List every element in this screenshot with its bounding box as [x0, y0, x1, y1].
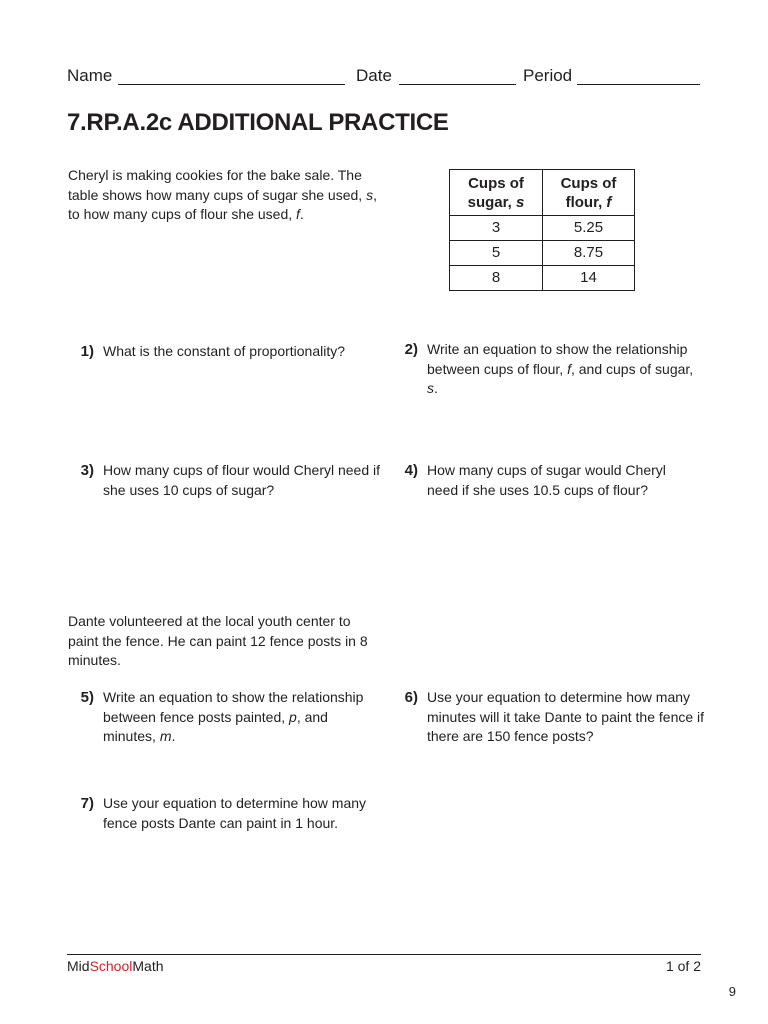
question-6-text [427, 688, 707, 747]
table-header-flour [543, 170, 635, 216]
question-7-text [103, 794, 383, 833]
variable-text: s [516, 193, 525, 211]
text-segment: Write an equation to show the relationship between cups of flour, [427, 341, 688, 377]
variable-text: f [606, 193, 612, 211]
question-5-number: 5) [80, 689, 94, 706]
variable-text: s [366, 186, 374, 203]
text-segment: What is the constant of proportionality? [103, 343, 346, 359]
footer-brand [67, 957, 164, 975]
table-row [450, 266, 635, 291]
text-segment: Cups of flour, [560, 174, 617, 211]
table-header-sugar [450, 170, 543, 216]
brand-math: Math [132, 958, 164, 974]
question-7-number: 7) [80, 795, 94, 812]
name-line[interactable] [118, 84, 345, 85]
table-row [450, 216, 635, 241]
text-segment: How many cups of flour would Cheryl need if she uses 10 cups of sugar? [103, 462, 381, 498]
table-cell-sugar: 5 [450, 241, 543, 266]
text-segment: How many cups of sugar would Cheryl need if she uses 10.5 cups of flour? [427, 462, 666, 498]
question-3-number: 3) [80, 462, 94, 479]
text-segment: Cups of sugar, [467, 174, 524, 211]
table-cell-sugar: 8 [450, 266, 543, 291]
sugar-flour-table [449, 169, 635, 291]
date-line[interactable] [399, 84, 516, 85]
variable-text: f [296, 206, 300, 222]
brand-school: School [89, 958, 133, 974]
text-segment: . [299, 206, 304, 222]
question-6-number: 6) [404, 689, 418, 706]
footer-page-count: 1 of 2 [665, 958, 701, 974]
question-1-number: 1) [80, 343, 94, 360]
table-row [450, 241, 635, 266]
date-label: Date [356, 66, 392, 85]
text-segment: . [434, 380, 438, 396]
table-cell-flour: 14 [543, 266, 635, 291]
brand-mid: Mid [67, 958, 90, 974]
question-4-number: 4) [404, 462, 418, 479]
page-title: 7.RP.A.2c ADDITIONAL PRACTICE [67, 109, 449, 136]
table-cell-sugar: 3 [450, 216, 543, 241]
text-segment: Dante volunteered at the local youth center to paint the fence. He can paint 12 fence posts in 8 minutes. [68, 613, 368, 668]
question-1-text [103, 342, 383, 362]
variable-text: p [289, 708, 297, 725]
cheryl-intro [68, 166, 390, 225]
question-5-text [103, 688, 383, 747]
dante-intro [68, 612, 378, 671]
text-segment: Write an equation to show the relationship between fence posts painted, [103, 689, 364, 725]
question-2-text [427, 340, 707, 399]
text-segment: Use your equation to determine how many fence posts Dante can paint in 1 hour. [103, 795, 367, 831]
period-label: Period [523, 66, 573, 85]
name-label: Name [67, 66, 113, 85]
text-segment: . [171, 728, 176, 744]
question-3-text [103, 461, 385, 500]
text-segment: Use your equation to determine how many minutes will it take Dante to paint the fence if there are 150 fence posts? [427, 689, 705, 744]
period-line[interactable] [577, 84, 700, 85]
question-4-text [427, 461, 689, 500]
variable-text: m [159, 728, 172, 744]
page-number: 9 [728, 984, 736, 999]
table-cell-flour: 8.75 [543, 241, 635, 266]
variable-text: s [427, 380, 434, 396]
table-cell-flour: 5.25 [543, 216, 635, 241]
text-segment: , and cups of sugar, [570, 360, 694, 377]
question-2-number: 2) [404, 341, 418, 358]
footer-divider [67, 954, 701, 955]
text-segment: , and minutes, [103, 708, 328, 744]
variable-text: f [567, 360, 571, 377]
text-segment: Cheryl is making cookies for the bake sale. The table shows how many cups of sugar she used, [68, 167, 367, 203]
text-segment: , to how many cups of flour she used, [68, 186, 377, 222]
